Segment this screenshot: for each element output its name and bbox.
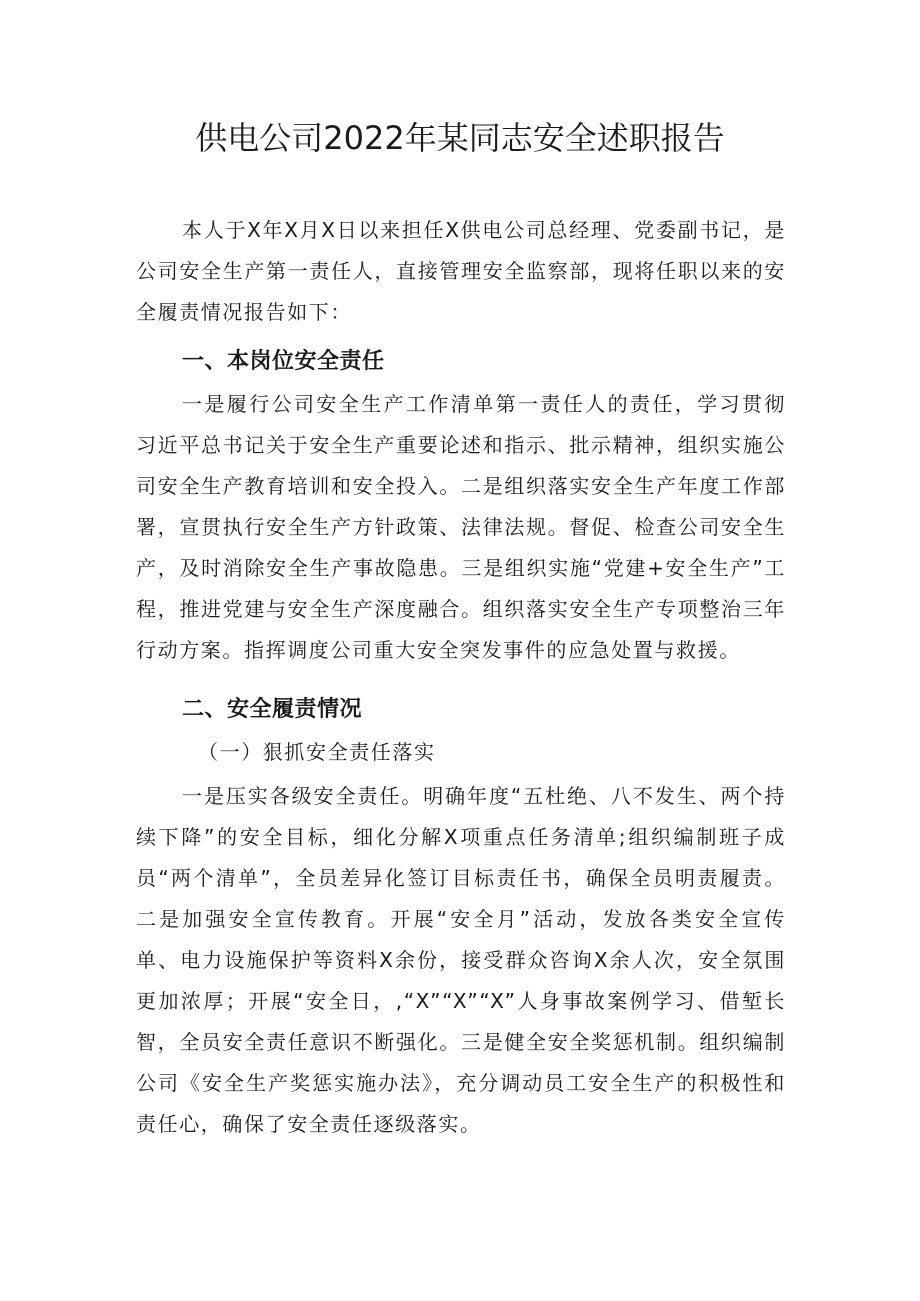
intro-paragraph: 本人于X年X月X日以来担任X供电公司总经理、党委副书记，是公司安全生产第一责任人，直接管理安全监察部，现将任职以来的安全履责情况报告如下： [136,218,786,324]
section-1-paragraph: 一是履行公司安全生产工作清单第一责任人的责任，学习贯彻习近平总书记关于安全生产重要论述和指示、批示精神，组织实施公司安全生产教育培训和安全投入。二是组织落实安全生产年度工作部署，宣贯执行安全生产方针政策、法律法规。督促、检查公司安全生产，及时消除安全生产事故隐患。三是组织实施“党建+安全生产”工程，推进党建与安全生产深度融合。组织落实安全生产专项整治三年行动方案。指挥调度公司重大安全突发事件的应急处置与救援。 [136,392,786,662]
section-2-heading: 二、安全履责情况 [182,697,363,722]
document-title: 供电公司2022年某同志安全述职报告 [195,119,725,157]
section-2-subheading: （一）狠抓安全责任落实 [198,740,436,764]
section-1-heading: 一、本岗位安全责任 [182,349,385,374]
section-2-paragraph: 一是压实各级安全责任。明确年度“五杜绝、八不发生、两个持续下降”的安全目标，细化分解X项重点任务清单;组织编制班子成员“两个清单”，全员差异化签订目标责任书，确保全员明责履责。二是加强安全宣传教育。开展“安全月”活动，发放各类安全宣传单、电力设施保护等资料X余份，接受群众咨询X余人次，安全氛围更加浓厚；开展“安全日，,“X”“X”“X”人身事故案例学习、借堑长智，全员安全责任意识不断强化。三是健全安全奖惩机制。组织编制公司《安全生产奖惩实施办法》，充分调动员工安全生产的积极性和责任心，确保了安全责任逐级落实。 [136,784,786,1136]
